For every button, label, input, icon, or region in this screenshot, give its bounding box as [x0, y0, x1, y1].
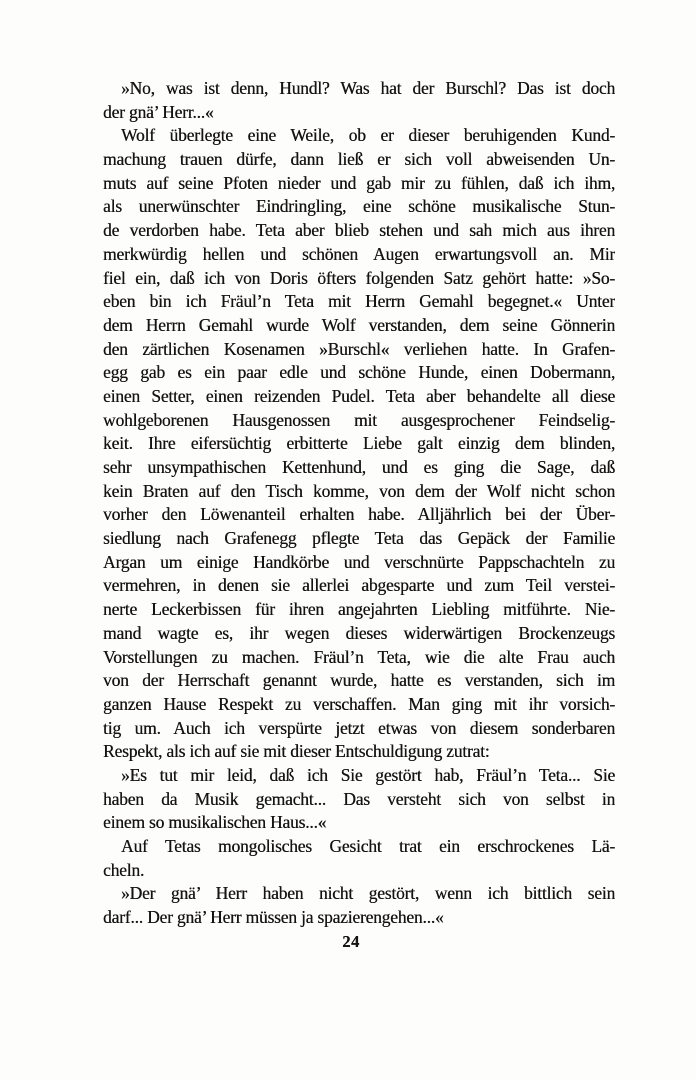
text-line: merkwürdig hellen und schönen Augen erwartungsvoll an. Mir: [103, 243, 615, 264]
text-line: als unerwünschter Eindringling, eine schöne musikalische Stun-: [103, 196, 615, 217]
text-line: den zärtlichen Kosenamen »Burschl« verliehen hatte. In Grafen-: [103, 338, 615, 359]
text-line: Auf Tetas mongolisches Gesicht trat ein erschrockenes Lä-: [121, 836, 615, 856]
text-line: sehr unsympathischen Kettenhund, und es ging die Sage, daß: [103, 457, 615, 477]
text-block: [103, 77, 615, 930]
text-line: ganzen Hause Respekt zu verschaffen. Man ging mit ihr vorsich-: [103, 693, 615, 714]
text-line: egg gab es ein paar edle und schöne Hunde, einen Dobermann,: [103, 362, 615, 383]
text-line: vermehren, in denen sie allerlei abgesparte und zum Teil verstei-: [103, 575, 615, 596]
text-line: Respekt, als ich auf sie mit dieser Entschuldigung zutrat:: [103, 741, 490, 762]
text-line: fiel ein, daß ich von Doris öfters folgenden Satz gehört hatte: »So-: [103, 267, 615, 288]
text-line: haben da Musik gemacht... Das versteht sich von selbst in: [103, 788, 615, 809]
text-line: muts auf seine Pfoten nieder und gab mir zu fühlen, daß ich ihm,: [103, 172, 615, 193]
text-line: einen Setter, einen reizenden Pudel. Teta aber behandelte all diese: [103, 385, 615, 406]
text-line: wohlgeborenen Hausgenossen mit ausgesprochener Feindselig-: [103, 409, 615, 430]
text-line: einem so musikalischen Haus...«: [103, 812, 327, 833]
text-line: »No, was ist denn, Hundl? Was hat der Burschl? Das ist doch: [121, 78, 615, 98]
text-line: machung trauen dürfe, dann ließ er sich voll abweisenden Un-: [103, 149, 615, 170]
text-line: tig um. Auch ich verspürte jetzt etwas von diesem sonderbaren: [103, 717, 615, 738]
text-line: de verdorben habe. Teta aber blieb stehen und sah mich aus ihren: [103, 220, 615, 241]
text-line: eben bin ich Fräul’n Teta mit Herrn Gemahl begegnet.« Unter: [103, 291, 615, 312]
text-line: Vorstellungen zu machen. Fräul’n Teta, wie die alte Frau auch: [103, 646, 615, 667]
page-number: 24: [342, 932, 360, 951]
text-line: darf... Der gnä’ Herr müssen ja spazierengehen...«: [103, 907, 444, 928]
text-line: kein Braten auf den Tisch komme, von dem der Wolf nicht schon: [103, 480, 615, 501]
text-line: nerte Leckerbissen für ihren angejahrten Liebling mitführte. Nie-: [103, 599, 615, 620]
text-line: Argan um einige Handkörbe und verschnürte Pappschachteln zu: [103, 551, 615, 572]
text-line: mand wagte es, ihr wegen dieses widerwärtigen Brockenzeugs: [103, 622, 615, 643]
text-line: der gnä’ Herr...«: [103, 101, 214, 122]
text-line: von der Herrschaft genannt wurde, hatte es verstanden, sich im: [103, 670, 615, 691]
text-line: Wolf überlegte eine Weile, ob er dieser beruhigenden Kund-: [121, 125, 615, 146]
text-line: »Es tut mir leid, daß ich Sie gestört hab, Fräul’n Teta... Sie: [121, 764, 615, 785]
text-line: keit. Ihre eifersüchtig erbitterte Liebe galt einzig dem blinden,: [103, 433, 615, 454]
text-line: »Der gnä’ Herr haben nicht gestört, wenn ich bittlich sein: [121, 883, 615, 904]
text-line: cheln.: [103, 859, 145, 880]
text-line: vorher den Löwenanteil erhalten habe. Alljährlich bei der Über-: [103, 504, 615, 525]
text-line: siedlung nach Grafenegg pflegte Teta das Gepäck der Familie: [103, 528, 615, 549]
text-line: dem Herrn Gemahl wurde Wolf verstanden, dem seine Gönnerin: [103, 314, 615, 335]
